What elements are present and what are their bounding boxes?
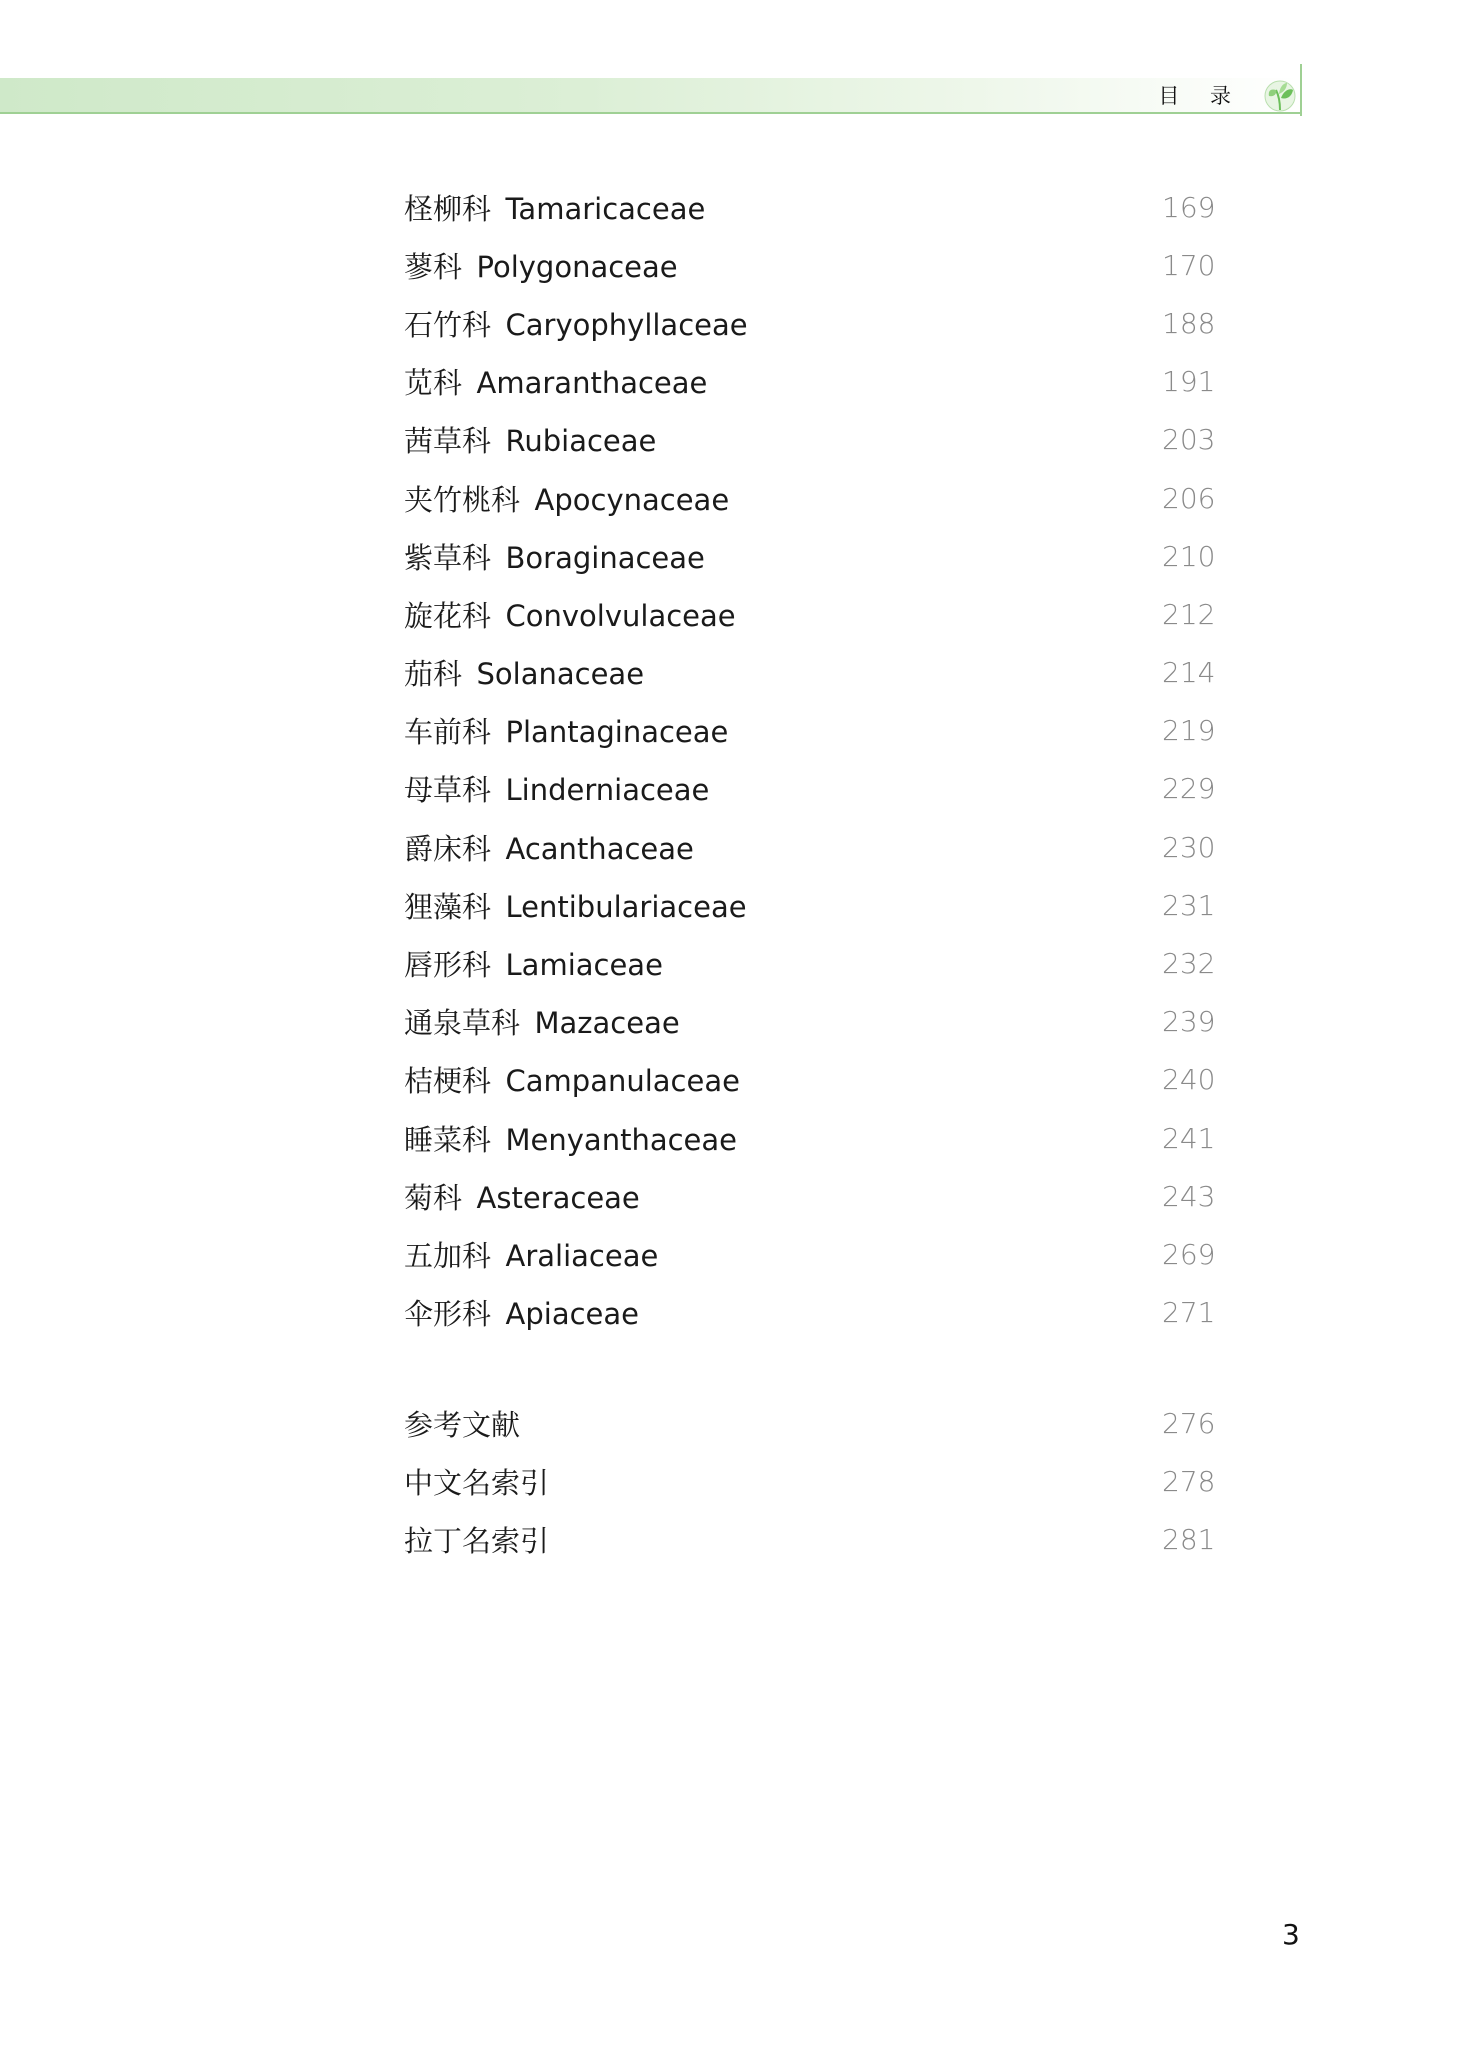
toc-entry-title [404,1176,640,1217]
family-chinese-name: 五加科 [404,1238,492,1273]
toc-entry-title [404,827,694,868]
family-chinese-name: 石竹科 [404,307,492,342]
header-band [0,78,1300,114]
family-chinese-name: 车前科 [404,715,492,750]
toc-entry[interactable] [404,1167,1232,1225]
toc-entry-title [404,361,707,402]
toc-entry[interactable] [404,353,1232,411]
toc-entry-page: 212 [1162,597,1216,631]
toc-entry-title [404,303,748,344]
family-latin-name: Mazaceae [534,1006,680,1041]
family-latin-name: Amaranthaceae [476,366,708,401]
toc-entry[interactable] [404,818,1232,876]
toc-entry-page: 191 [1162,365,1216,399]
toc-entry-page: 271 [1162,1296,1216,1330]
toc-entry[interactable] [404,411,1232,469]
toc-entry[interactable] [404,1225,1232,1283]
family-chinese-name: 苋科 [404,366,463,401]
toc-entry[interactable] [404,644,1232,702]
family-latin-name: Rubiaceae [505,424,657,459]
toc-entry-title [404,536,705,577]
family-chinese-name: 睡菜科 [404,1122,492,1157]
family-chinese-name: 旋花科 [404,598,492,633]
toc-entry[interactable] [404,1109,1232,1167]
toc-entry-title [404,478,729,519]
family-latin-name: Campanulaceae [505,1064,740,1099]
family-latin-name: Araliaceae [505,1238,659,1273]
family-latin-name: Tamaricaceae [505,191,706,226]
table-of-contents [404,178,1232,1342]
toc-entry-title [404,652,644,693]
toc-entry[interactable] [404,702,1232,760]
family-latin-name: Menyanthaceae [505,1122,737,1157]
toc-entry[interactable] [404,934,1232,992]
toc-entry-title [404,245,678,286]
toc-entry[interactable] [404,993,1232,1051]
toc-entry-title [404,1234,658,1275]
page-number: 3 [1282,1918,1300,1951]
family-chinese-name: 爵床科 [404,831,492,866]
family-latin-name: Linderniaceae [505,773,710,808]
toc-entry-page: 232 [1162,947,1216,981]
toc-entry-page: 240 [1162,1063,1216,1097]
family-latin-name: Asteraceae [476,1180,640,1215]
backmatter-entry[interactable] [404,1394,1232,1452]
family-chinese-name: 菊科 [404,1180,463,1215]
family-chinese-name: 紫草科 [404,540,492,575]
family-latin-name: Plantaginaceae [505,715,729,750]
toc-entry-page: 241 [1162,1121,1216,1155]
leaf-sprout-icon [1262,76,1298,116]
toc-entry[interactable] [404,760,1232,818]
toc-entry[interactable] [404,1051,1232,1109]
family-chinese-name: 通泉草科 [404,1006,521,1041]
family-chinese-name: 伞形科 [404,1297,492,1332]
family-chinese-name: 唇形科 [404,948,492,983]
header-divider [1300,64,1302,116]
running-header-title: 目 录 [1158,84,1243,108]
toc-entry-title [404,1292,639,1333]
family-chinese-name: 茜草科 [404,424,492,459]
family-latin-name: Acanthaceae [505,831,694,866]
backmatter-entry-page: 276 [1162,1406,1216,1440]
toc-entry-title [404,187,705,228]
family-latin-name: Convolvulaceae [505,598,736,633]
toc-entry[interactable] [404,585,1232,643]
family-chinese-name: 蓼科 [404,249,463,284]
backmatter-entry[interactable] [404,1510,1232,1568]
family-chinese-name: 桔梗科 [404,1064,492,1099]
toc-entry-page: 219 [1162,714,1216,748]
backmatter-entry-title: 拉丁名索引 [404,1523,550,1558]
family-latin-name: Apocynaceae [534,482,730,517]
family-latin-name: Solanaceae [476,657,645,692]
toc-entry-page: 214 [1162,656,1216,690]
family-chinese-name: 狸藻科 [404,889,492,924]
toc-entry-page: 230 [1162,830,1216,864]
toc-entry-page: 229 [1162,772,1216,806]
toc-entry-page: 170 [1162,248,1216,282]
toc-entry-title [404,419,656,460]
backmatter-entry-page: 281 [1162,1522,1216,1556]
family-chinese-name: 柽柳科 [404,191,492,226]
toc-entry-page: 203 [1162,423,1216,457]
toc-entry-title [404,885,747,926]
toc-entry-title [404,768,709,809]
toc-entry-page: 210 [1162,539,1216,573]
family-latin-name: Caryophyllaceae [505,307,748,342]
family-chinese-name: 母草科 [404,773,492,808]
toc-entry-page: 269 [1162,1237,1216,1271]
toc-entry-title [404,1118,737,1159]
backmatter-entry-page: 278 [1162,1464,1216,1498]
family-chinese-name: 茄科 [404,657,463,692]
toc-entry[interactable] [404,469,1232,527]
toc-entry-page: 206 [1162,481,1216,515]
backmatter-list [404,1394,1232,1569]
toc-entry-title [404,1001,680,1042]
backmatter-entry[interactable] [404,1452,1232,1510]
family-chinese-name: 夹竹桃科 [404,482,521,517]
toc-entry-page: 239 [1162,1005,1216,1039]
toc-entry[interactable] [404,527,1232,585]
family-latin-name: Lamiaceae [505,948,663,983]
family-latin-name: Polygonaceae [476,249,678,284]
toc-entry-page: 169 [1162,190,1216,224]
toc-entry[interactable] [404,236,1232,294]
family-latin-name: Boraginaceae [505,540,705,575]
family-latin-name: Lentibulariaceae [505,889,747,924]
toc-entry-title [404,710,728,751]
toc-entry-page: 231 [1162,888,1216,922]
toc-entry-title [404,943,663,984]
toc-entry-page: 243 [1162,1179,1216,1213]
toc-entry[interactable] [404,294,1232,352]
toc-entry-title [404,594,736,635]
toc-entry-page: 188 [1162,306,1216,340]
family-latin-name: Apiaceae [505,1297,639,1332]
backmatter-entry-title: 中文名索引 [404,1465,550,1500]
toc-entry-title [404,1059,740,1100]
toc-entry[interactable] [404,178,1232,236]
toc-entry[interactable] [404,1284,1232,1342]
backmatter-entry-title: 参考文献 [404,1407,521,1442]
toc-entry[interactable] [404,876,1232,934]
